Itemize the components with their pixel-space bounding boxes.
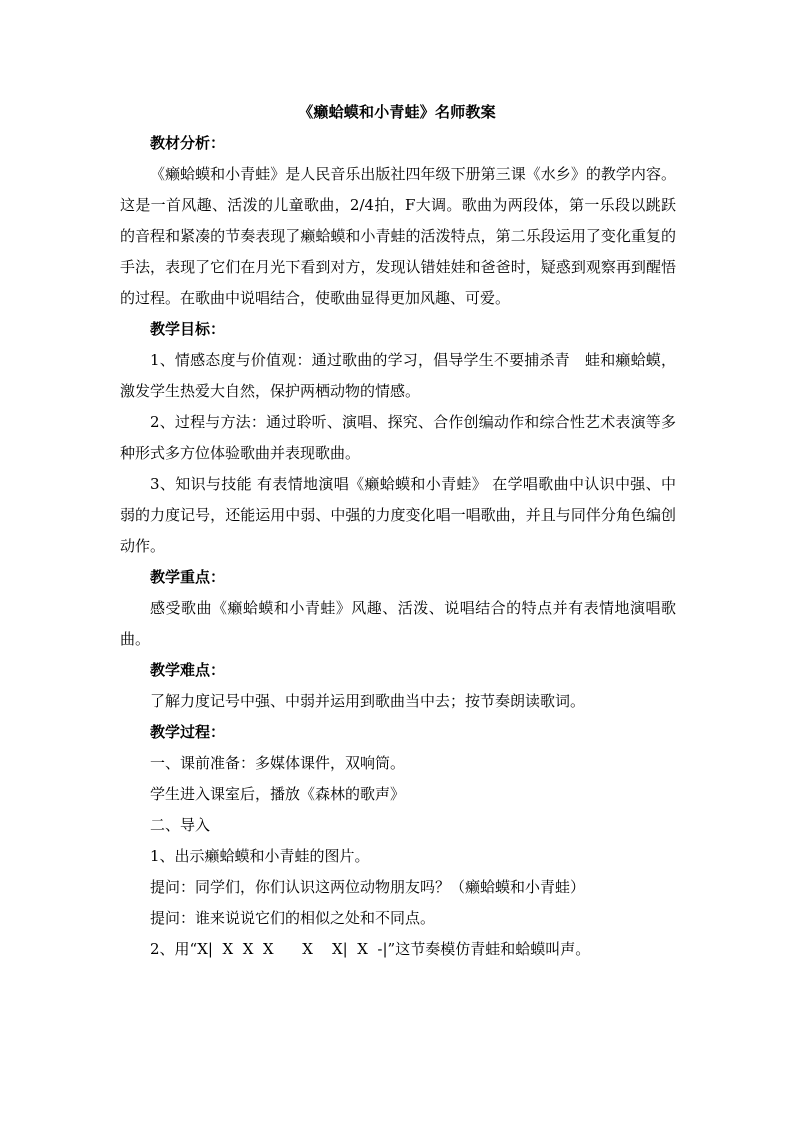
paragraph-goal-3: 3、知识与技能 有表情地演唱《癞蛤蟆和小青蛙》 在学唱歌曲中认识中强、中弱的力度记号，还能运用中弱、中强的力度变化唱一唱歌曲，并且与同伴分角色编创动作。 <box>120 475 676 555</box>
paragraph-goal-1: 1、情感态度与价值观：通过歌曲的学习，倡导学生不要捕杀青 蛙和癞蛤蟆，激发学生热爱大自然，保护两栖动物的情感。 <box>120 351 676 400</box>
section-heading-teaching-goals: 教学目标： <box>150 320 226 338</box>
document-title: 《癞蛤蟆和小青蛙》名师教案 <box>298 103 496 121</box>
paragraph-goal-2: 2、过程与方法：通过聆听、演唱、探究、合作创编动作和综合性艺术表演等多种形式多方位体验歌曲并表现歌曲。 <box>120 413 676 462</box>
paragraph-teaching-difficulty: 了解力度记号中强、中弱并运用到歌曲当中去；按节奏朗读歌词。 <box>150 692 586 710</box>
paragraph-play-song: 学生进入课室后，播放《森林的歌声》 <box>150 785 406 803</box>
section-heading-teaching-focus: 教学重点： <box>150 568 226 586</box>
paragraph-show-pictures: 1、出示癞蛤蟆和小青蛙的图片。 <box>150 847 370 865</box>
paragraph-preparation: 一、课前准备：多媒体课件，双响筒。 <box>150 754 406 772</box>
paragraph-material-analysis: 《癞蛤蟆和小青蛙》是人民音乐出版社四年级下册第三课《水乡》的教学内容。这是一首风趣、活泼的儿童歌曲，2/4拍，F大调。歌曲为两段体，第一乐段以跳跃的音程和紧凑的节奏表现了癞蛤蟆和小青蛙的活泼特点，第二乐段运用了变化重复的手法，表现了它们在月光下看到对方，发现认错娃娃和爸爸时，疑惑到观察再到醒悟的过程。在歌曲中说唱结合，使歌曲显得更加风趣、可爱。 <box>120 165 676 307</box>
section-heading-teaching-difficulty: 教学难点： <box>150 661 226 679</box>
paragraph-question-1: 提问：同学们，你们认识这两位动物朋友吗？（癞蛤蟆和小青蛙） <box>150 878 586 896</box>
section-heading-teaching-process: 教学过程： <box>150 723 226 741</box>
section-heading-material-analysis: 教材分析： <box>150 134 226 152</box>
document-body <box>120 128 676 965</box>
paragraph-teaching-focus: 感受歌曲《癞蛤蟆和小青蛙》风趣、活泼、说唱结合的特点并有表情地演唱歌曲。 <box>120 599 676 648</box>
paragraph-question-2: 提问：谁来说说它们的相似之处和不同点。 <box>150 909 436 927</box>
paragraph-introduction-heading: 二、导入 <box>150 816 211 834</box>
paragraph-rhythm-imitation: 2、用“X| X X X X X| X -|”这节奏模仿青蛙和蛤蟆叫声。 <box>150 940 591 958</box>
